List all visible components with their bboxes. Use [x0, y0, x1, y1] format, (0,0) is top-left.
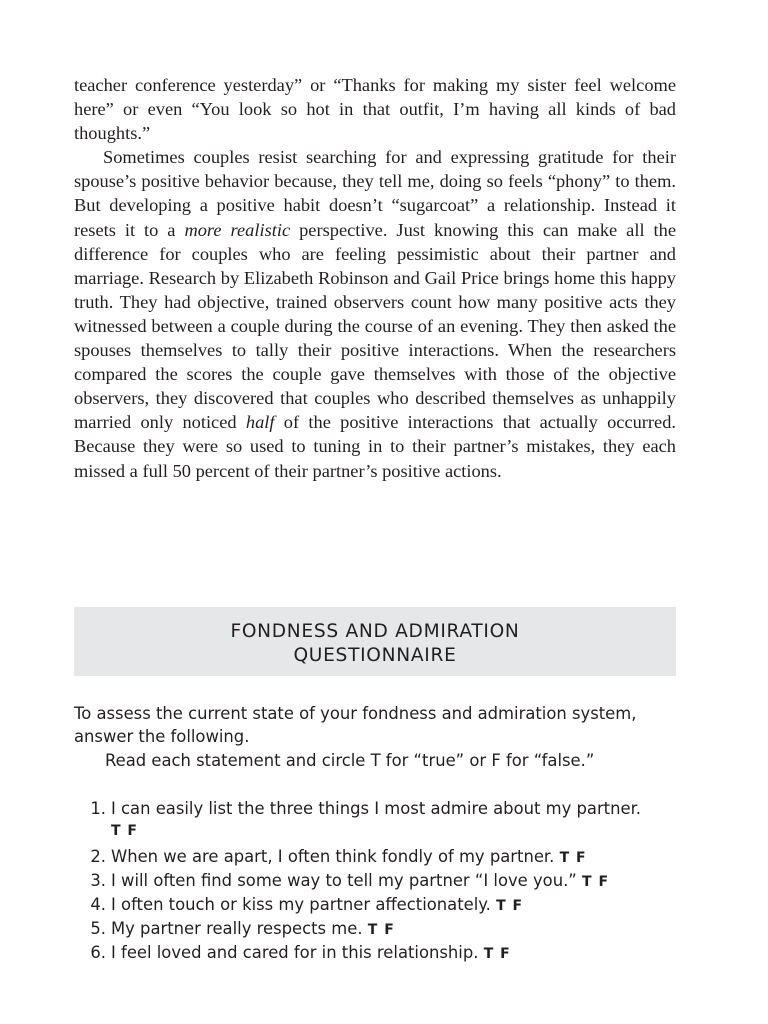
paragraph-text: of the positive interactions that actually occurred. Because they were so used to tuning in to their partner’s mistakes, they each missed a full 50 percent of their partner’s positive actions. [74, 412, 677, 481]
true-false-choice: T F [496, 898, 524, 914]
question-text: I feel loved and cared for in this relationship. [111, 943, 479, 962]
question-text: I often touch or kiss my partner affectionately. [111, 895, 491, 914]
question-line [111, 893, 523, 918]
question-text: When we are apart, I often think fondly of my partner. [111, 847, 555, 866]
questionnaire-title-line1: FONDNESS AND ADMIRATION [230, 621, 520, 642]
paragraph-text: Sometimes couples resist searching for and expressing gratitude for their spouse’s positive behavior because, they tell me, doing so feels “phony” to them. But developing a positive habit doesn’t “sugarcoat” a relationship. Instead it resets it to a [74, 147, 676, 240]
question-line [111, 941, 511, 966]
question-number: 3. [90, 871, 106, 890]
questionnaire-title-box [74, 607, 676, 676]
question-line [111, 869, 609, 894]
paragraph-gratitude [74, 145, 676, 482]
true-false-choice: T F [582, 874, 610, 890]
questionnaire-intro: To assess the current state of your fondness and admiration system, answer the following. [74, 704, 637, 746]
question-line [111, 917, 395, 942]
emphasis-more-realistic: more realistic [184, 219, 291, 240]
true-false-choice: T F [111, 823, 138, 839]
question-text: I will often find some way to tell my partner “I love you.” [111, 871, 577, 890]
true-false-choice: T F [367, 922, 395, 938]
questionnaire-instruction: Read each statement and circle T for “true” or F for “false.” [105, 751, 595, 770]
true-false-choice: T F [559, 850, 587, 866]
paragraph-continuation: teacher conference yesterday” or “Thanks for making my sister feel welcome here” or even “You look so hot in that outfit, I’m having all kinds of bad thoughts.” [74, 75, 676, 144]
question-text: My partner really respects me. [111, 919, 363, 938]
question-number: 2. [90, 847, 106, 866]
question-number: 5. [90, 919, 106, 938]
question-number: 6. [90, 943, 106, 962]
question-number: 4. [90, 895, 106, 914]
paragraph-text: perspective. Just knowing this can make all the difference for couples who are feeling pessimistic about their partner and marriage. Research by Elizabeth Robinson and Gail Price brings home this happy truth. They had objective, trained observers count how many positive acts they witnessed between a couple during the course of an evening. They then asked the spouses themselves to tally their positive interactions. When the researchers compared the scores the couple gave themselves with those of the objective observers, they discovered that couples who described themselves as unhappily married only noticed [74, 219, 676, 433]
true-false-choice: T F [483, 946, 511, 962]
questionnaire-title-line2: QUESTIONNAIRE [293, 645, 457, 666]
question-line [111, 845, 587, 870]
emphasis-half: half [245, 412, 275, 433]
question-number: 1. [90, 799, 106, 818]
body-text [74, 73, 676, 483]
question-text: I can easily list the three things I most admire about my partner. [111, 799, 642, 818]
